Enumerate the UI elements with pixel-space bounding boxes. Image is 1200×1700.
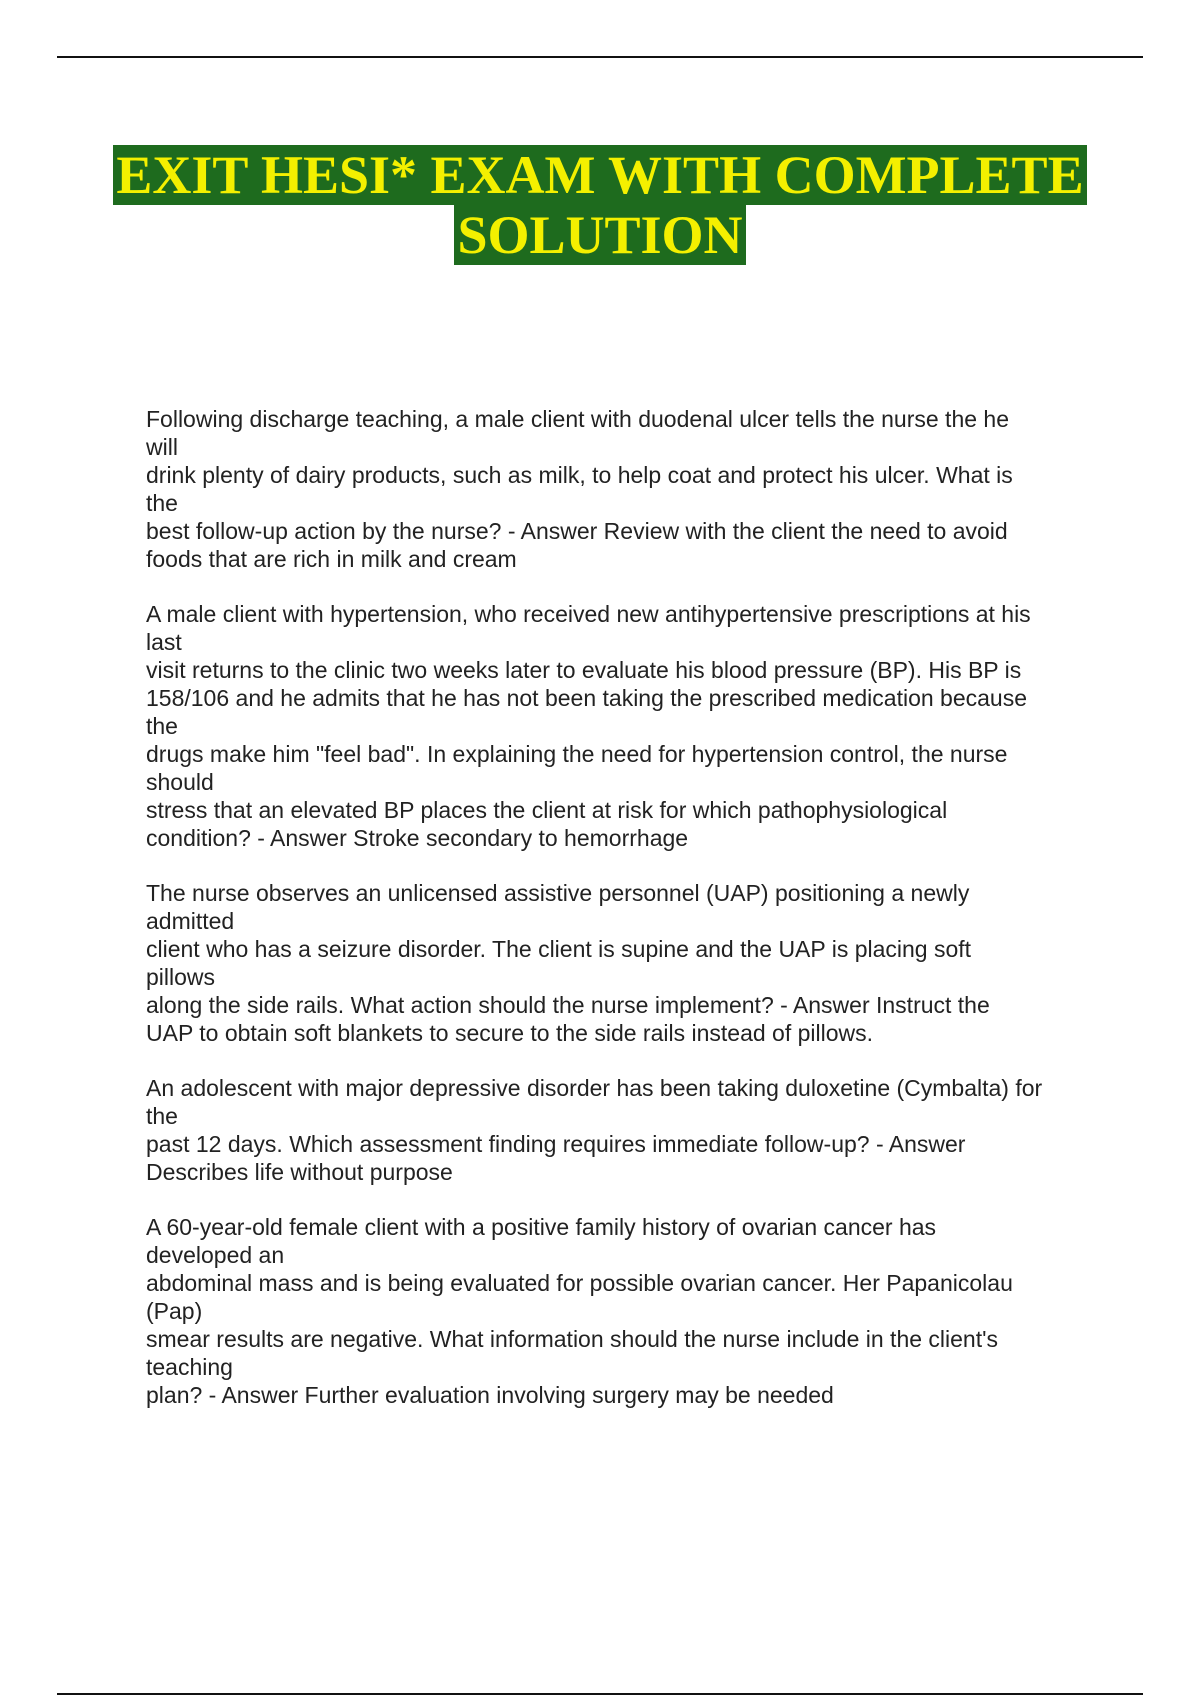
qa-text-line: abdominal mass and is being evaluated for possible ovarian cancer. Her Papanicolau <box>146 1270 1013 1296</box>
qa-text-line: admitted <box>146 908 235 934</box>
qa-item <box>146 1213 1096 1409</box>
qa-text-line: plan? - Answer Further evaluation involving surgery may be needed <box>146 1382 834 1408</box>
qa-text-line: A 60-year-old female client with a positive family history of ovarian cancer has <box>146 1214 937 1240</box>
qa-text-line: the <box>146 713 178 739</box>
qa-text-line: foods that are rich in milk and cream <box>146 546 517 572</box>
qa-text-line: smear results are negative. What information should the nurse include in the client's <box>146 1326 998 1352</box>
qa-text-line: developed an <box>146 1242 285 1268</box>
qa-text-line: (Pap) <box>146 1298 203 1324</box>
qa-text-line: along the side rails. What action should the nurse implement? - Answer Instruct the <box>146 992 990 1018</box>
qa-list <box>146 405 1096 1436</box>
top-rule <box>57 56 1143 58</box>
qa-text-line: Following discharge teaching, a male client with duodenal ulcer tells the nurse the he <box>146 406 1010 432</box>
qa-text-line: the <box>146 490 178 516</box>
qa-text-line: best follow-up action by the nurse? - Answer Review with the client the need to avoid <box>146 518 1008 544</box>
qa-text-line: stress that an elevated BP places the client at risk for which pathophysiological <box>146 797 948 823</box>
qa-text-line: drugs make him "feel bad". In explaining the need for hypertension control, the nurse <box>146 741 1008 767</box>
qa-item <box>146 879 1096 1047</box>
qa-text-line: teaching <box>146 1354 233 1380</box>
document-title <box>0 145 1200 265</box>
qa-text-line: will <box>146 434 178 460</box>
qa-text-line: The nurse observes an unlicensed assistive personnel (UAP) positioning a newly <box>146 880 970 906</box>
bottom-rule <box>57 1693 1143 1695</box>
qa-text-line: drink plenty of dairy products, such as milk, to help coat and protect his ulcer. What is <box>146 462 1013 488</box>
qa-text-line: last <box>146 629 182 655</box>
title-line-2: SOLUTION <box>454 205 745 265</box>
qa-text-line: condition? - Answer Stroke secondary to hemorrhage <box>146 825 689 851</box>
qa-text-line: pillows <box>146 964 216 990</box>
qa-text-line: 158/106 and he admits that he has not been taking the prescribed medication because <box>146 685 1027 711</box>
qa-text-line: client who has a seizure disorder. The client is supine and the UAP is placing soft <box>146 936 972 962</box>
qa-item <box>146 405 1096 573</box>
qa-item <box>146 600 1096 852</box>
qa-text-line: the <box>146 1103 178 1129</box>
qa-item <box>146 1074 1096 1186</box>
qa-text-line: past 12 days. Which assessment finding requires immediate follow-up? - Answer <box>146 1131 966 1157</box>
qa-text-line: UAP to obtain soft blankets to secure to the side rails instead of pillows. <box>146 1020 874 1046</box>
qa-text-line: visit returns to the clinic two weeks later to evaluate his blood pressure (BP). His BP is <box>146 657 1022 683</box>
qa-text-line: An adolescent with major depressive disorder has been taking duloxetine (Cymbalta) for <box>146 1075 1043 1101</box>
qa-text-line: A male client with hypertension, who received new antihypertensive prescriptions at his <box>146 601 1031 627</box>
qa-text-line: should <box>146 769 214 795</box>
qa-text-line: Describes life without purpose <box>146 1159 453 1185</box>
title-line-1: EXIT HESI* EXAM WITH COMPLETE <box>113 145 1086 205</box>
